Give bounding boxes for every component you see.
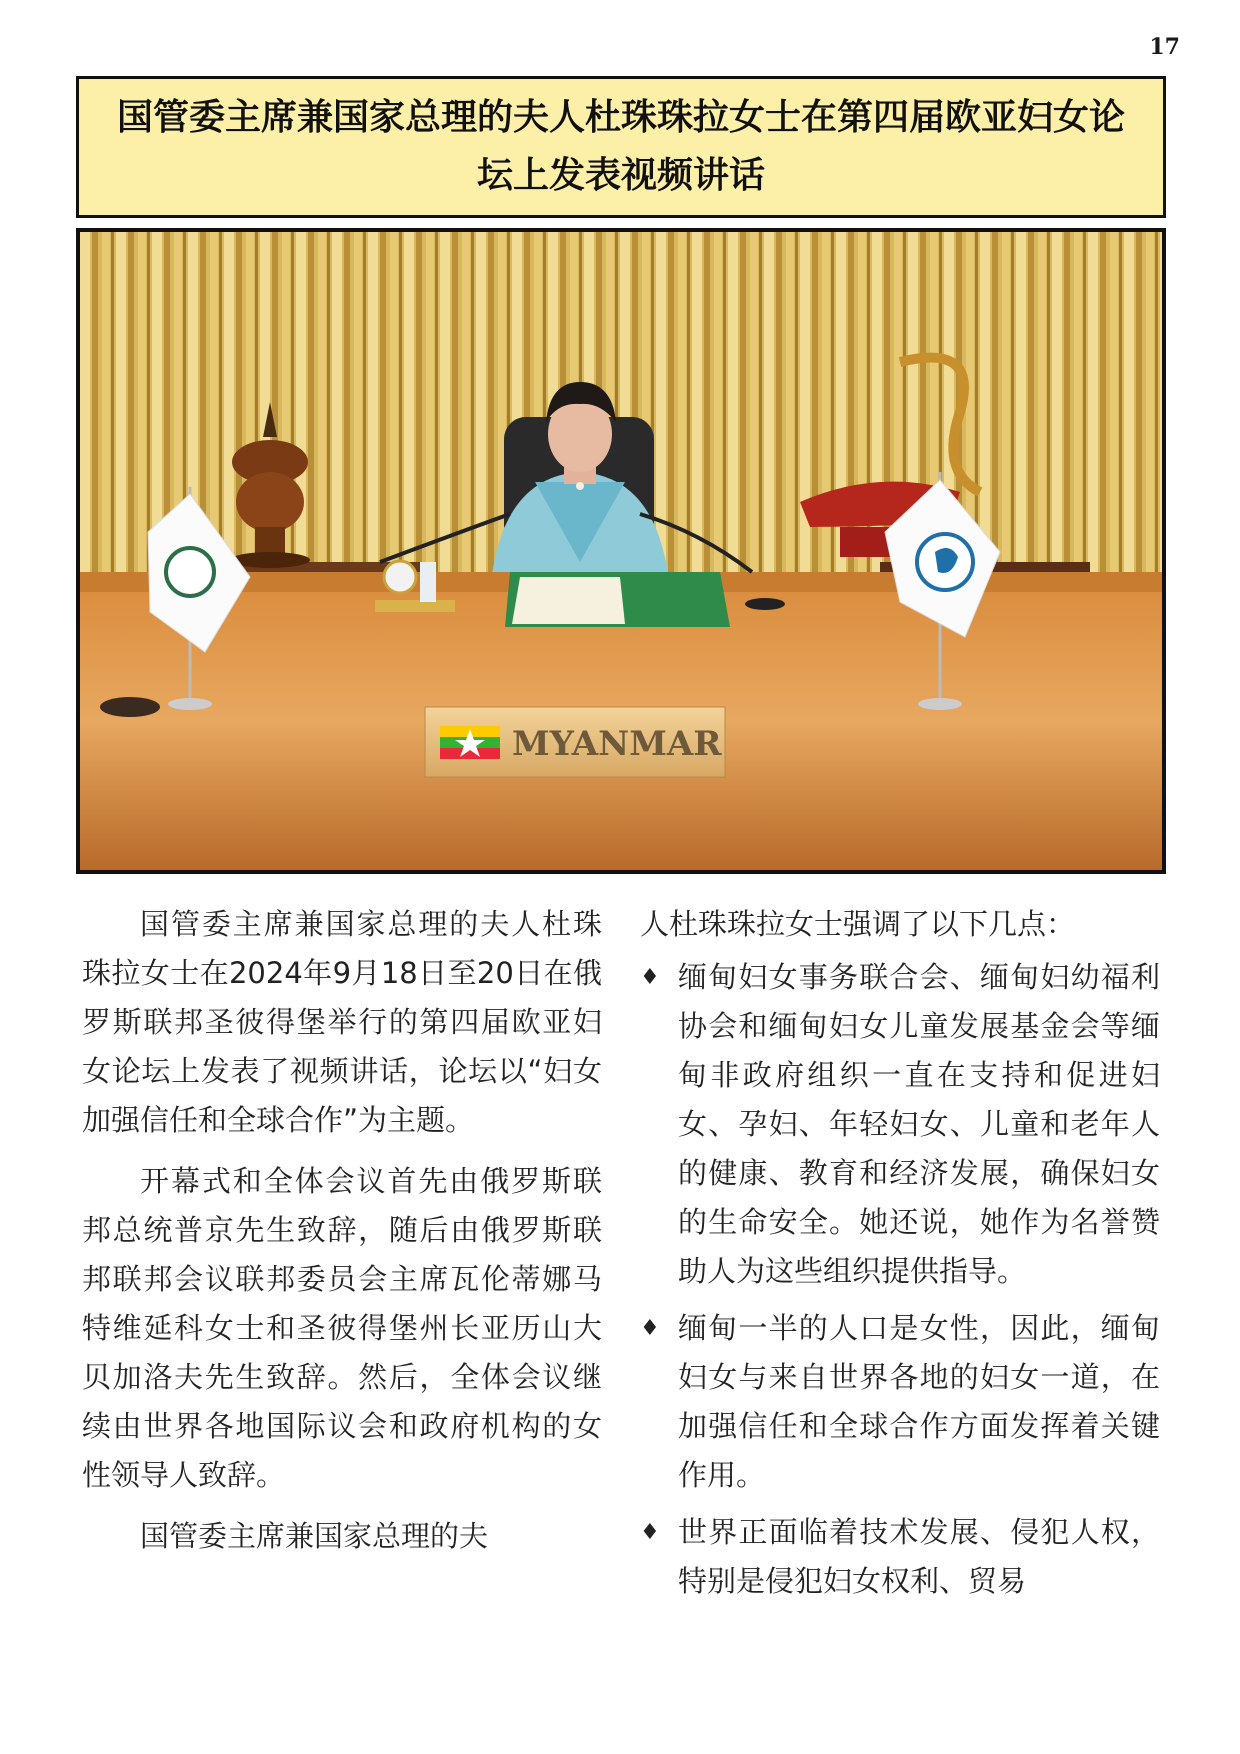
- list-item-text: 世界正面临着技术发展、侵犯人权，特别是侵犯妇女权利、贸易: [678, 1515, 1160, 1598]
- article-title: 国管委主席兼国家总理的夫人杜珠珠拉女士在第四届欧亚妇女论坛上发表视频讲话: [116, 97, 1125, 196]
- diamond-bullet-icon: ♦: [640, 1520, 660, 1545]
- left-text-column: [82, 900, 602, 1573]
- list-item-text: 缅甸妇女事务联合会、缅甸妇幼福利协会和缅甸妇女儿童发展基金会等缅甸非政府组织一直在支持和促进妇女、孕妇、年轻妇女、儿童和老年人的健康、教育和经济发展，确保妇女的生命安全。她还说，她作为名誉赞助人为这些组织提供指导。: [678, 960, 1160, 1288]
- article-title-box: [76, 76, 1166, 218]
- list-item-text: 缅甸一半的人口是女性，因此，缅甸妇女与来自世界各地的妇女一道，在加强信任和全球合作方面发挥着关键作用。: [678, 1311, 1160, 1492]
- paragraph: 开幕式和全体会议首先由俄罗斯联邦总统普京先生致辞，随后由俄罗斯联邦联邦会议联邦委员会主席瓦伦蒂娜马特维延科女士和圣彼得堡州长亚历山大贝加洛夫先生致辞。然后，全体会议继续由世界各地国际议会和政府机构的女性领导人致辞。: [82, 1164, 602, 1492]
- list-item: [640, 1304, 1160, 1500]
- women-federation-emblem-icon: [166, 548, 214, 596]
- article-photo: [76, 228, 1166, 874]
- right-text-column: [640, 900, 1160, 1614]
- myanmar-flag-icon: [440, 726, 500, 759]
- country-nameplate: [425, 707, 725, 777]
- nameplate-text: MYANMAR: [512, 724, 722, 764]
- paragraph: 国管委主席兼国家总理的夫人杜珠珠拉女士在2024年9月18日至20日在俄罗斯联邦圣彼得堡举行的第四届欧亚妇女论坛上发表了视频讲话，论坛以“妇女加强信任和全球合作”为主题。: [82, 907, 602, 1137]
- page-number: 17: [1149, 34, 1180, 60]
- key-points-list: [640, 953, 1160, 1606]
- paragraph: 国管委主席兼国家总理的夫: [140, 1519, 489, 1553]
- paragraph-continuation: 人杜珠珠拉女士强调了以下几点：: [640, 907, 1076, 941]
- diamond-bullet-icon: ♦: [640, 1316, 660, 1341]
- list-item: [640, 1508, 1160, 1606]
- desk-coaster: [100, 697, 160, 717]
- list-item: [640, 953, 1160, 1296]
- diamond-bullet-icon: ♦: [640, 965, 660, 990]
